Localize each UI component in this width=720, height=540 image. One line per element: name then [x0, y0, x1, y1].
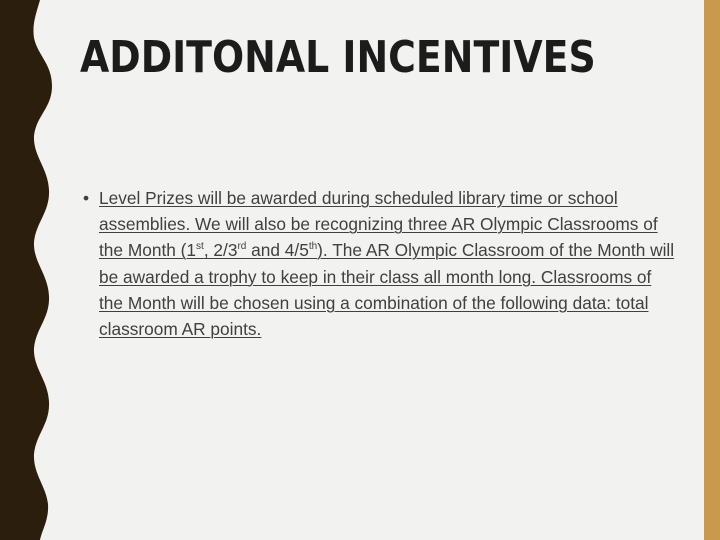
bullet-item	[80, 185, 680, 342]
superscript-st: st	[196, 241, 204, 253]
superscript-th: th	[308, 241, 318, 253]
slide-body	[80, 185, 680, 342]
bullet-text-2: , 2/3	[203, 240, 238, 261]
slide-title: ADDITONAL INCENTIVES	[80, 32, 596, 83]
wavy-left-border	[0, 0, 60, 540]
bullet-dot: •	[83, 188, 90, 208]
bullet-text-3: and 4/5	[246, 240, 309, 261]
bullet-text-4: ). The AR Olympic Classroom of the Month will be awarded a trophy to keep in their class all month long. Classrooms of the Month will be chosen using a combination of the following data: total classroom AR points.	[99, 240, 675, 340]
right-accent-strip	[704, 0, 720, 540]
bullet-text-1: Level Prizes will be awarded during scheduled library time or school assemblies. We will also be recognizing three AR Olympic Classrooms of the Month (1	[99, 188, 658, 261]
superscript-rd: rd	[237, 241, 247, 253]
